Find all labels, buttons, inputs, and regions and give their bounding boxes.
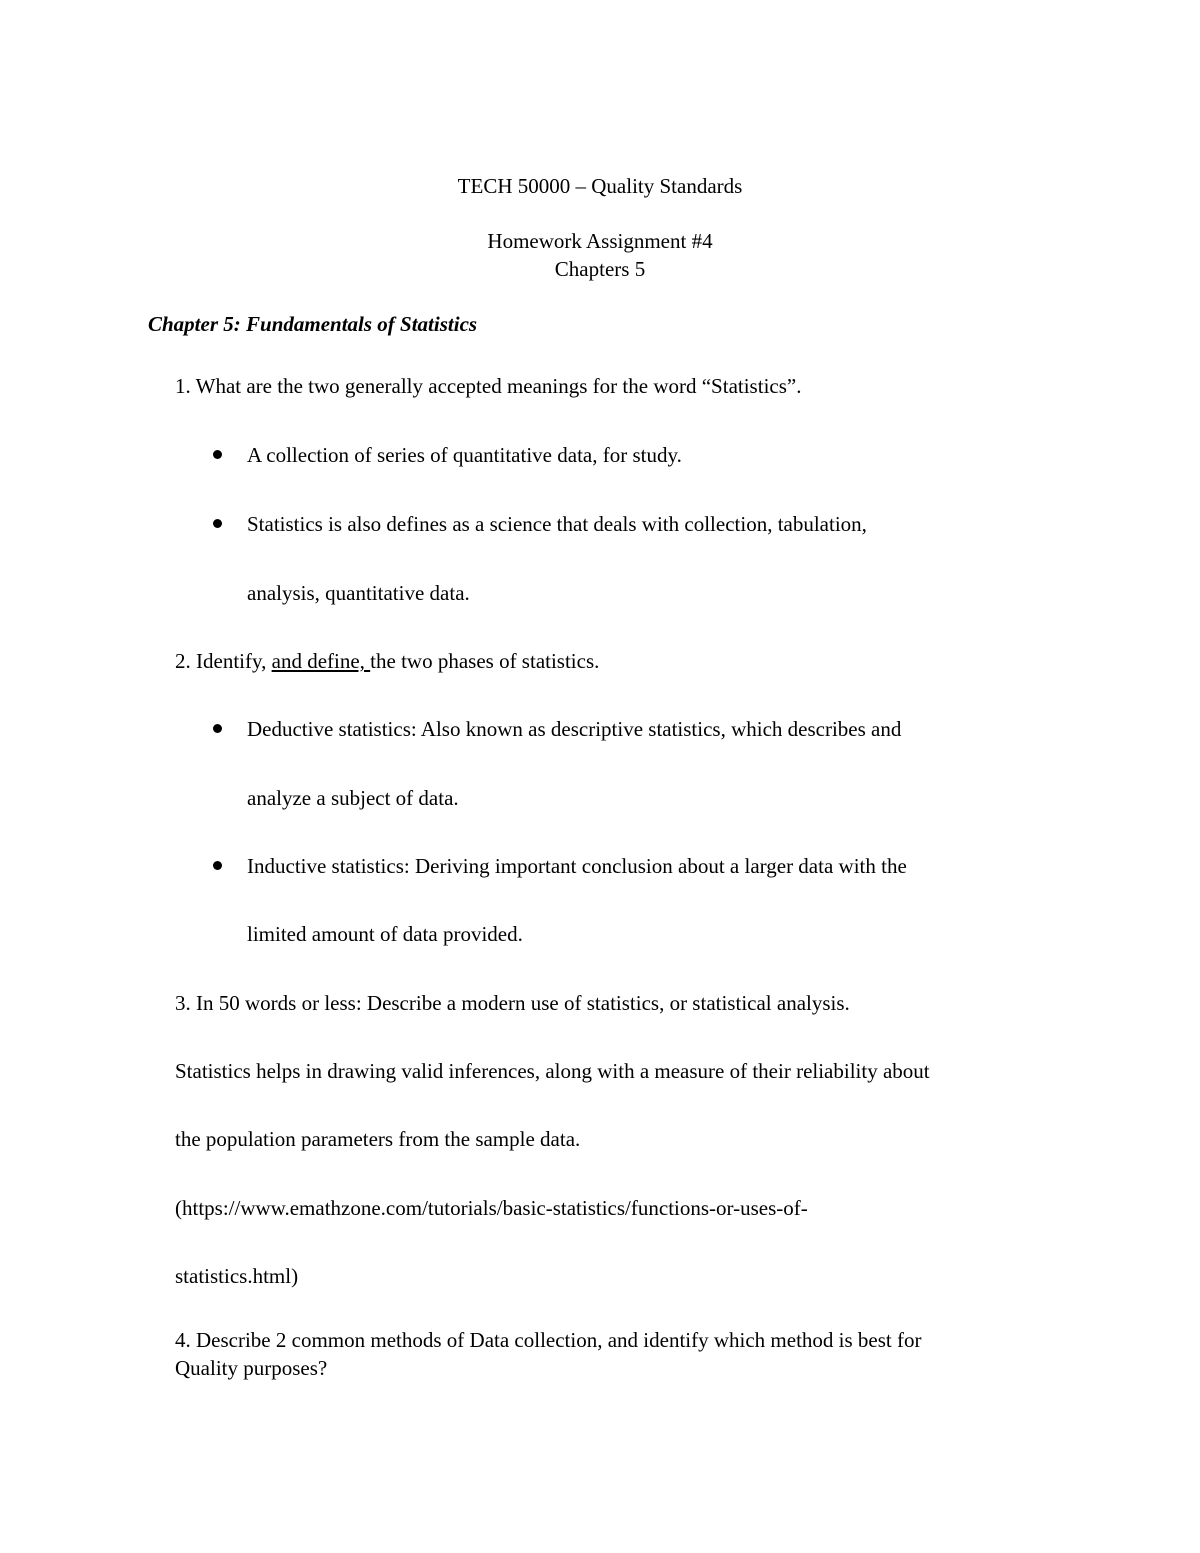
q2-bullet-1-line-2: analyze a subject of data.	[247, 786, 459, 810]
q2-bullet-1-line-1: Deductive statistics: Also known as descriptive statistics, which describes and	[247, 717, 902, 741]
question-4-line-2: Quality purposes?	[175, 1356, 328, 1380]
q2-suffix: the two phases of statistics.	[370, 649, 600, 673]
q2-prefix: 2. Identify,	[175, 649, 272, 673]
question-2	[175, 648, 599, 674]
q3-answer-line-2: the population parameters from the sample data.	[175, 1127, 581, 1151]
question-3: 3. In 50 words or less: Describe a modern use of statistics, or statistical analysis.	[175, 991, 850, 1015]
question-1: 1. What are the two generally accepted meanings for the word “Statistics”.	[175, 374, 802, 398]
q2-bullet-2-line-1: Inductive statistics: Deriving important conclusion about a larger data with the	[247, 854, 907, 878]
bullet-icon	[213, 861, 222, 870]
question-4-line-1: 4. Describe 2 common methods of Data collection, and identify which method is best for	[175, 1328, 922, 1352]
bullet-icon	[213, 519, 222, 528]
q3-answer-line-1: Statistics helps in drawing valid inferences, along with a measure of their reliability about	[175, 1059, 930, 1083]
q2-underlined: and define,	[271, 649, 371, 673]
q1-bullet-1: A collection of series of quantitative data, for study.	[247, 443, 682, 467]
chapters-label: Chapters 5	[554, 257, 646, 281]
q3-source-line-2: statistics.html)	[175, 1264, 299, 1288]
assignment-title: Homework Assignment #4	[487, 229, 713, 253]
bullet-icon	[213, 450, 222, 459]
q1-bullet-2-line-1: Statistics is also defines as a science that deals with collection, tabulation,	[247, 512, 867, 536]
chapter-heading: Chapter 5: Fundamentals of Statistics	[148, 312, 478, 336]
q1-bullet-2-line-2: analysis, quantitative data.	[247, 581, 470, 605]
bullet-icon	[213, 724, 222, 733]
q3-source-line-1: (https://www.emathzone.com/tutorials/basic-statistics/functions-or-uses-of-	[175, 1196, 808, 1220]
q2-bullet-2-line-2: limited amount of data provided.	[247, 922, 523, 946]
course-title: TECH 50000 – Quality Standards	[457, 174, 743, 198]
